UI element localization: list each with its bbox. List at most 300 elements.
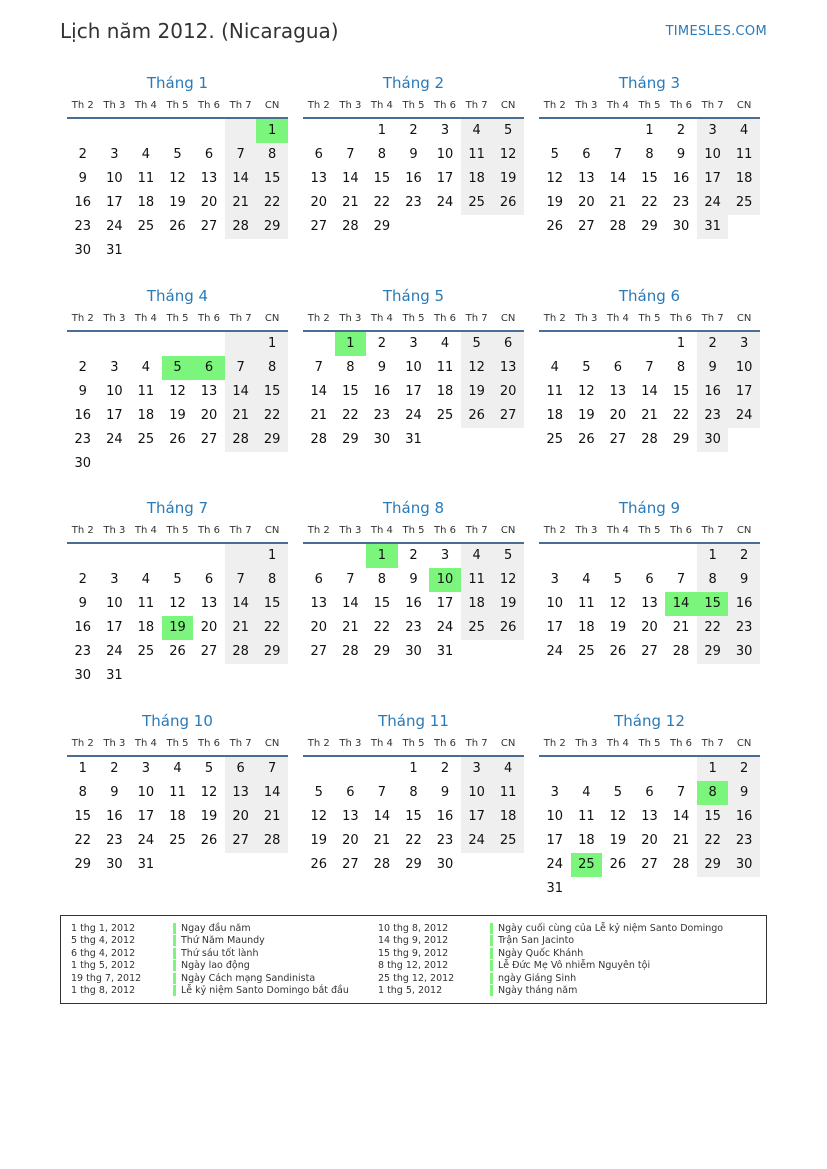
- day-cell[interactable]: 16: [728, 805, 760, 829]
- day-cell[interactable]: 22: [405, 833, 422, 848]
- day-cell[interactable]: 26: [609, 644, 627, 659]
- day-cell[interactable]: 11: [578, 809, 595, 824]
- day-cell[interactable]: 5: [550, 147, 559, 162]
- day-cell[interactable]: 25: [461, 616, 493, 640]
- day-cell[interactable]: 9: [377, 360, 387, 375]
- day-cell[interactable]: 14: [342, 596, 359, 611]
- day-cell[interactable]: 4: [582, 785, 591, 800]
- day-cell[interactable]: 7: [645, 360, 654, 375]
- day-cell[interactable]: 5: [613, 785, 623, 800]
- day-cell[interactable]: 9: [676, 147, 686, 162]
- day-cell[interactable]: 27: [200, 219, 218, 234]
- day-cell[interactable]: 17: [728, 380, 760, 404]
- day-cell[interactable]: 15: [256, 380, 288, 404]
- day-cell[interactable]: 4: [440, 336, 450, 351]
- day-cell[interactable]: 6: [613, 360, 623, 375]
- day-cell[interactable]: 21: [373, 833, 391, 848]
- day-cell[interactable]: 8: [697, 781, 729, 805]
- day-cell[interactable]: 25: [137, 644, 155, 659]
- day-cell[interactable]: 18: [436, 384, 454, 399]
- day-cell[interactable]: 21: [672, 833, 690, 848]
- day-cell[interactable]: 16: [405, 596, 422, 611]
- day-cell[interactable]: 19: [169, 408, 186, 423]
- day-cell[interactable]: 19: [609, 620, 627, 635]
- day-cell[interactable]: 14: [641, 384, 658, 399]
- day-cell[interactable]: 11: [137, 384, 155, 399]
- day-cell[interactable]: 5: [314, 785, 323, 800]
- day-cell[interactable]: 31: [106, 668, 123, 683]
- day-cell[interactable]: 6: [645, 572, 654, 587]
- day-cell[interactable]: 18: [461, 167, 493, 191]
- day-cell[interactable]: 12: [492, 143, 524, 167]
- day-cell[interactable]: 7: [314, 360, 323, 375]
- day-cell[interactable]: 8: [645, 147, 654, 162]
- day-cell[interactable]: 29: [641, 219, 658, 234]
- day-cell[interactable]: 10: [728, 356, 760, 380]
- day-cell[interactable]: 16: [728, 592, 760, 616]
- day-cell[interactable]: 26: [169, 432, 186, 447]
- day-cell[interactable]: 4: [728, 119, 760, 143]
- day-cell[interactable]: 10: [461, 781, 493, 805]
- day-cell[interactable]: 15: [256, 167, 288, 191]
- day-cell[interactable]: 26: [461, 404, 493, 428]
- brand-link[interactable]: TIMESLES.COM: [665, 24, 767, 39]
- day-cell[interactable]: 22: [74, 833, 92, 848]
- day-cell[interactable]: 13: [200, 596, 218, 611]
- day-cell[interactable]: 10: [546, 809, 564, 824]
- day-cell[interactable]: 29: [373, 644, 391, 659]
- day-cell[interactable]: 8: [256, 143, 288, 167]
- day-cell[interactable]: 2: [409, 123, 418, 138]
- day-cell[interactable]: 14: [225, 167, 257, 191]
- day-cell[interactable]: 3: [409, 336, 418, 351]
- day-cell[interactable]: 25: [169, 833, 186, 848]
- day-cell[interactable]: 17: [697, 167, 729, 191]
- day-cell[interactable]: 16: [106, 809, 123, 824]
- day-cell[interactable]: 24: [436, 195, 454, 210]
- day-cell[interactable]: 24: [546, 857, 564, 872]
- day-cell[interactable]: 10: [697, 143, 729, 167]
- day-cell[interactable]: 21: [641, 408, 658, 423]
- day-cell[interactable]: 3: [697, 119, 729, 143]
- day-cell[interactable]: 22: [256, 404, 288, 428]
- day-cell[interactable]: 9: [78, 384, 87, 399]
- day-cell[interactable]: 2: [676, 123, 686, 138]
- day-cell[interactable]: 27: [200, 644, 218, 659]
- day-cell[interactable]: 17: [405, 384, 422, 399]
- day-cell[interactable]: 29: [672, 432, 690, 447]
- day-cell[interactable]: 17: [546, 833, 564, 848]
- day-cell[interactable]: 28: [672, 857, 690, 872]
- day-cell[interactable]: 20: [641, 620, 658, 635]
- day-cell[interactable]: 22: [342, 408, 359, 423]
- day-cell[interactable]: 11: [169, 785, 186, 800]
- day-cell[interactable]: 25: [492, 829, 524, 853]
- day-cell[interactable]: 19: [492, 167, 524, 191]
- day-cell[interactable]: 20: [200, 408, 218, 423]
- day-cell[interactable]: 27: [609, 432, 627, 447]
- day-cell[interactable]: 15: [405, 809, 422, 824]
- day-cell[interactable]: 14: [665, 592, 697, 616]
- day-cell[interactable]: 14: [373, 809, 391, 824]
- day-cell[interactable]: 15: [373, 596, 391, 611]
- day-cell[interactable]: 31: [697, 215, 729, 239]
- day-cell[interactable]: 31: [436, 644, 454, 659]
- day-cell[interactable]: 19: [310, 833, 328, 848]
- day-cell[interactable]: 5: [173, 147, 182, 162]
- day-cell[interactable]: 18: [137, 620, 155, 635]
- day-cell[interactable]: 23: [728, 616, 760, 640]
- day-cell[interactable]: 17: [106, 408, 123, 423]
- day-cell[interactable]: 8: [676, 360, 686, 375]
- day-cell[interactable]: 21: [672, 620, 690, 635]
- day-cell[interactable]: 15: [256, 592, 288, 616]
- day-cell[interactable]: 16: [74, 408, 92, 423]
- day-cell[interactable]: 27: [492, 404, 524, 428]
- day-cell[interactable]: 9: [78, 596, 87, 611]
- day-cell[interactable]: 19: [169, 195, 186, 210]
- day-cell[interactable]: 11: [137, 596, 155, 611]
- day-cell[interactable]: 31: [546, 881, 564, 896]
- day-cell[interactable]: 20: [342, 833, 359, 848]
- day-cell[interactable]: 24: [436, 620, 454, 635]
- day-cell[interactable]: 6: [204, 147, 214, 162]
- day-cell[interactable]: 5: [461, 332, 493, 356]
- day-cell[interactable]: 14: [225, 380, 257, 404]
- day-cell[interactable]: 26: [609, 857, 627, 872]
- day-cell[interactable]: 23: [373, 408, 391, 423]
- day-cell[interactable]: 3: [141, 761, 151, 776]
- day-cell[interactable]: 9: [697, 356, 729, 380]
- day-cell[interactable]: 28: [256, 829, 288, 853]
- day-cell[interactable]: 4: [141, 572, 151, 587]
- day-cell[interactable]: 8: [78, 785, 87, 800]
- day-cell[interactable]: 5: [582, 360, 591, 375]
- day-cell[interactable]: 3: [728, 332, 760, 356]
- day-cell[interactable]: 13: [225, 781, 257, 805]
- day-cell[interactable]: 18: [461, 592, 493, 616]
- day-cell[interactable]: 18: [169, 809, 186, 824]
- day-cell[interactable]: 23: [436, 833, 454, 848]
- day-cell[interactable]: 10: [137, 785, 155, 800]
- day-cell[interactable]: 2: [697, 332, 729, 356]
- day-cell[interactable]: 25: [461, 191, 493, 215]
- day-cell[interactable]: 23: [728, 829, 760, 853]
- day-cell[interactable]: 12: [578, 384, 595, 399]
- day-cell[interactable]: 28: [225, 640, 257, 664]
- day-cell[interactable]: 19: [609, 833, 627, 848]
- day-cell[interactable]: 24: [106, 644, 123, 659]
- day-cell[interactable]: 1: [697, 757, 729, 781]
- day-cell[interactable]: 1: [377, 123, 387, 138]
- day-cell[interactable]: 15: [342, 384, 359, 399]
- day-cell[interactable]: 1: [409, 761, 418, 776]
- day-cell[interactable]: 2: [440, 761, 450, 776]
- day-cell[interactable]: 22: [697, 829, 729, 853]
- day-cell[interactable]: 17: [436, 171, 454, 186]
- day-cell[interactable]: 28: [342, 644, 359, 659]
- day-cell[interactable]: 8: [697, 568, 729, 592]
- day-cell[interactable]: 3: [440, 123, 450, 138]
- day-cell[interactable]: 15: [672, 384, 690, 399]
- day-cell[interactable]: 3: [550, 572, 559, 587]
- day-cell[interactable]: 18: [137, 195, 155, 210]
- day-cell[interactable]: 6: [314, 572, 323, 587]
- day-cell[interactable]: 28: [225, 215, 257, 239]
- day-cell[interactable]: 4: [141, 147, 151, 162]
- day-cell[interactable]: 28: [672, 644, 690, 659]
- day-cell[interactable]: 13: [492, 356, 524, 380]
- day-cell[interactable]: 6: [582, 147, 591, 162]
- day-cell[interactable]: 21: [225, 616, 257, 640]
- day-cell[interactable]: 20: [200, 620, 218, 635]
- day-cell[interactable]: 12: [609, 809, 627, 824]
- day-cell[interactable]: 30: [436, 857, 454, 872]
- day-cell[interactable]: 9: [409, 147, 418, 162]
- day-cell[interactable]: 18: [546, 408, 564, 423]
- day-cell[interactable]: 23: [74, 644, 92, 659]
- day-cell[interactable]: 22: [373, 195, 391, 210]
- day-cell[interactable]: 13: [609, 384, 627, 399]
- day-cell[interactable]: 26: [578, 432, 595, 447]
- day-cell[interactable]: 6: [193, 356, 225, 380]
- day-cell[interactable]: 27: [225, 829, 257, 853]
- day-cell[interactable]: 12: [609, 596, 627, 611]
- day-cell[interactable]: 2: [78, 572, 87, 587]
- day-cell[interactable]: 16: [74, 195, 92, 210]
- day-cell[interactable]: 6: [314, 147, 323, 162]
- day-cell[interactable]: 9: [728, 568, 760, 592]
- day-cell[interactable]: 12: [169, 596, 186, 611]
- day-cell[interactable]: 21: [310, 408, 328, 423]
- day-cell[interactable]: 20: [578, 195, 595, 210]
- day-cell[interactable]: 23: [106, 833, 123, 848]
- day-cell[interactable]: 29: [342, 432, 359, 447]
- day-cell[interactable]: 12: [310, 809, 328, 824]
- day-cell[interactable]: 3: [550, 785, 559, 800]
- day-cell[interactable]: 7: [225, 143, 257, 167]
- day-cell[interactable]: 14: [225, 592, 257, 616]
- day-cell[interactable]: 25: [137, 432, 155, 447]
- day-cell[interactable]: 31: [405, 432, 422, 447]
- day-cell[interactable]: 25: [571, 853, 603, 877]
- day-cell[interactable]: 30: [74, 668, 92, 683]
- day-cell[interactable]: 11: [546, 384, 564, 399]
- day-cell[interactable]: 30: [74, 456, 92, 471]
- day-cell[interactable]: 23: [697, 404, 729, 428]
- day-cell[interactable]: 27: [310, 219, 328, 234]
- day-cell[interactable]: 19: [546, 195, 564, 210]
- day-cell[interactable]: 24: [546, 644, 564, 659]
- day-cell[interactable]: 7: [346, 147, 355, 162]
- day-cell[interactable]: 29: [697, 640, 729, 664]
- day-cell[interactable]: 29: [405, 857, 422, 872]
- day-cell[interactable]: 1: [366, 544, 398, 568]
- day-cell[interactable]: 2: [728, 544, 760, 568]
- day-cell[interactable]: 1: [645, 123, 654, 138]
- day-cell[interactable]: 10: [106, 384, 123, 399]
- day-cell[interactable]: 2: [728, 757, 760, 781]
- day-cell[interactable]: 29: [373, 219, 391, 234]
- day-cell[interactable]: 23: [405, 620, 422, 635]
- day-cell[interactable]: 15: [641, 171, 658, 186]
- day-cell[interactable]: 20: [609, 408, 627, 423]
- day-cell[interactable]: 12: [546, 171, 564, 186]
- day-cell[interactable]: 11: [578, 596, 595, 611]
- day-cell[interactable]: 28: [225, 428, 257, 452]
- day-cell[interactable]: 19: [492, 592, 524, 616]
- day-cell[interactable]: 24: [405, 408, 422, 423]
- day-cell[interactable]: 26: [492, 191, 524, 215]
- day-cell[interactable]: 21: [225, 404, 257, 428]
- day-cell[interactable]: 13: [578, 171, 595, 186]
- day-cell[interactable]: 13: [641, 596, 658, 611]
- day-cell[interactable]: 1: [256, 332, 288, 356]
- day-cell[interactable]: 18: [137, 408, 155, 423]
- day-cell[interactable]: 12: [169, 171, 186, 186]
- day-cell[interactable]: 28: [342, 219, 359, 234]
- day-cell[interactable]: 25: [546, 432, 564, 447]
- day-cell[interactable]: 29: [74, 857, 92, 872]
- day-cell[interactable]: 3: [440, 548, 450, 563]
- day-cell[interactable]: 16: [74, 620, 92, 635]
- day-cell[interactable]: 6: [225, 757, 257, 781]
- day-cell[interactable]: 16: [436, 809, 454, 824]
- day-cell[interactable]: 26: [200, 833, 218, 848]
- day-cell[interactable]: 7: [225, 356, 257, 380]
- day-cell[interactable]: 25: [436, 408, 454, 423]
- day-cell[interactable]: 20: [641, 833, 658, 848]
- day-cell[interactable]: 22: [641, 195, 658, 210]
- day-cell[interactable]: 2: [377, 336, 387, 351]
- day-cell[interactable]: 14: [672, 809, 690, 824]
- day-cell[interactable]: 7: [225, 568, 257, 592]
- day-cell[interactable]: 22: [697, 616, 729, 640]
- day-cell[interactable]: 11: [137, 171, 155, 186]
- day-cell[interactable]: 10: [106, 171, 123, 186]
- day-cell[interactable]: 21: [225, 191, 257, 215]
- day-cell[interactable]: 30: [405, 644, 422, 659]
- day-cell[interactable]: 21: [256, 805, 288, 829]
- day-cell[interactable]: 17: [436, 596, 454, 611]
- day-cell[interactable]: 28: [373, 857, 391, 872]
- day-cell[interactable]: 11: [461, 568, 493, 592]
- day-cell[interactable]: 27: [310, 644, 328, 659]
- day-cell[interactable]: 18: [728, 167, 760, 191]
- day-cell[interactable]: 22: [672, 408, 690, 423]
- day-cell[interactable]: 26: [169, 219, 186, 234]
- day-cell[interactable]: 30: [74, 243, 92, 258]
- day-cell[interactable]: 16: [672, 171, 690, 186]
- day-cell[interactable]: 29: [697, 853, 729, 877]
- day-cell[interactable]: 27: [641, 644, 658, 659]
- day-cell[interactable]: 11: [461, 143, 493, 167]
- day-cell[interactable]: 9: [78, 171, 87, 186]
- day-cell[interactable]: 15: [74, 809, 92, 824]
- day-cell[interactable]: 6: [492, 332, 524, 356]
- day-cell[interactable]: 15: [697, 805, 729, 829]
- day-cell[interactable]: 20: [310, 620, 328, 635]
- day-cell[interactable]: 22: [256, 191, 288, 215]
- day-cell[interactable]: 21: [609, 195, 627, 210]
- day-cell[interactable]: 12: [492, 568, 524, 592]
- day-cell[interactable]: 27: [578, 219, 595, 234]
- day-cell[interactable]: 4: [582, 572, 591, 587]
- day-cell[interactable]: 22: [373, 620, 391, 635]
- day-cell[interactable]: 5: [613, 572, 623, 587]
- day-cell[interactable]: 29: [256, 640, 288, 664]
- day-cell[interactable]: 26: [546, 219, 564, 234]
- day-cell[interactable]: 17: [546, 620, 564, 635]
- day-cell[interactable]: 9: [409, 572, 418, 587]
- day-cell[interactable]: 28: [641, 432, 658, 447]
- day-cell[interactable]: 13: [342, 809, 359, 824]
- day-cell[interactable]: 26: [310, 857, 328, 872]
- day-cell[interactable]: 3: [461, 757, 493, 781]
- day-cell[interactable]: 28: [310, 432, 328, 447]
- day-cell[interactable]: 2: [78, 147, 87, 162]
- day-cell[interactable]: 27: [342, 857, 359, 872]
- day-cell[interactable]: 8: [256, 356, 288, 380]
- day-cell[interactable]: 24: [728, 404, 760, 428]
- day-cell[interactable]: 2: [78, 360, 87, 375]
- day-cell[interactable]: 29: [256, 428, 288, 452]
- day-cell[interactable]: 4: [173, 761, 182, 776]
- day-cell[interactable]: 4: [550, 360, 559, 375]
- day-cell[interactable]: 21: [342, 195, 359, 210]
- day-cell[interactable]: 13: [310, 596, 328, 611]
- day-cell[interactable]: 17: [461, 805, 493, 829]
- day-cell[interactable]: 24: [106, 219, 123, 234]
- day-cell[interactable]: 7: [346, 572, 355, 587]
- day-cell[interactable]: 19: [578, 408, 595, 423]
- day-cell[interactable]: 2: [110, 761, 119, 776]
- day-cell[interactable]: 6: [645, 785, 654, 800]
- day-cell[interactable]: 14: [256, 781, 288, 805]
- day-cell[interactable]: 14: [342, 171, 359, 186]
- day-cell[interactable]: 8: [377, 572, 387, 587]
- day-cell[interactable]: 1: [335, 332, 367, 356]
- day-cell[interactable]: 18: [578, 833, 595, 848]
- day-cell[interactable]: 27: [641, 857, 658, 872]
- day-cell[interactable]: 3: [110, 572, 119, 587]
- day-cell[interactable]: 10: [436, 147, 454, 162]
- day-cell[interactable]: 30: [106, 857, 123, 872]
- day-cell[interactable]: 17: [106, 620, 123, 635]
- day-cell[interactable]: 23: [74, 432, 92, 447]
- day-cell[interactable]: 30: [728, 640, 760, 664]
- day-cell[interactable]: 3: [110, 147, 119, 162]
- day-cell[interactable]: 4: [461, 544, 493, 568]
- day-cell[interactable]: 1: [697, 544, 729, 568]
- day-cell[interactable]: 7: [256, 757, 288, 781]
- day-cell[interactable]: 20: [492, 380, 524, 404]
- day-cell[interactable]: 19: [162, 616, 194, 640]
- day-cell[interactable]: 7: [676, 572, 686, 587]
- day-cell[interactable]: 10: [429, 568, 461, 592]
- day-cell[interactable]: 14: [310, 384, 328, 399]
- day-cell[interactable]: 24: [106, 432, 123, 447]
- day-cell[interactable]: 21: [342, 620, 359, 635]
- day-cell[interactable]: 4: [141, 360, 151, 375]
- day-cell[interactable]: 9: [728, 781, 760, 805]
- day-cell[interactable]: 8: [409, 785, 418, 800]
- day-cell[interactable]: 22: [256, 616, 288, 640]
- day-cell[interactable]: 4: [492, 757, 524, 781]
- day-cell[interactable]: 4: [461, 119, 493, 143]
- day-cell[interactable]: 5: [492, 544, 524, 568]
- day-cell[interactable]: 8: [377, 147, 387, 162]
